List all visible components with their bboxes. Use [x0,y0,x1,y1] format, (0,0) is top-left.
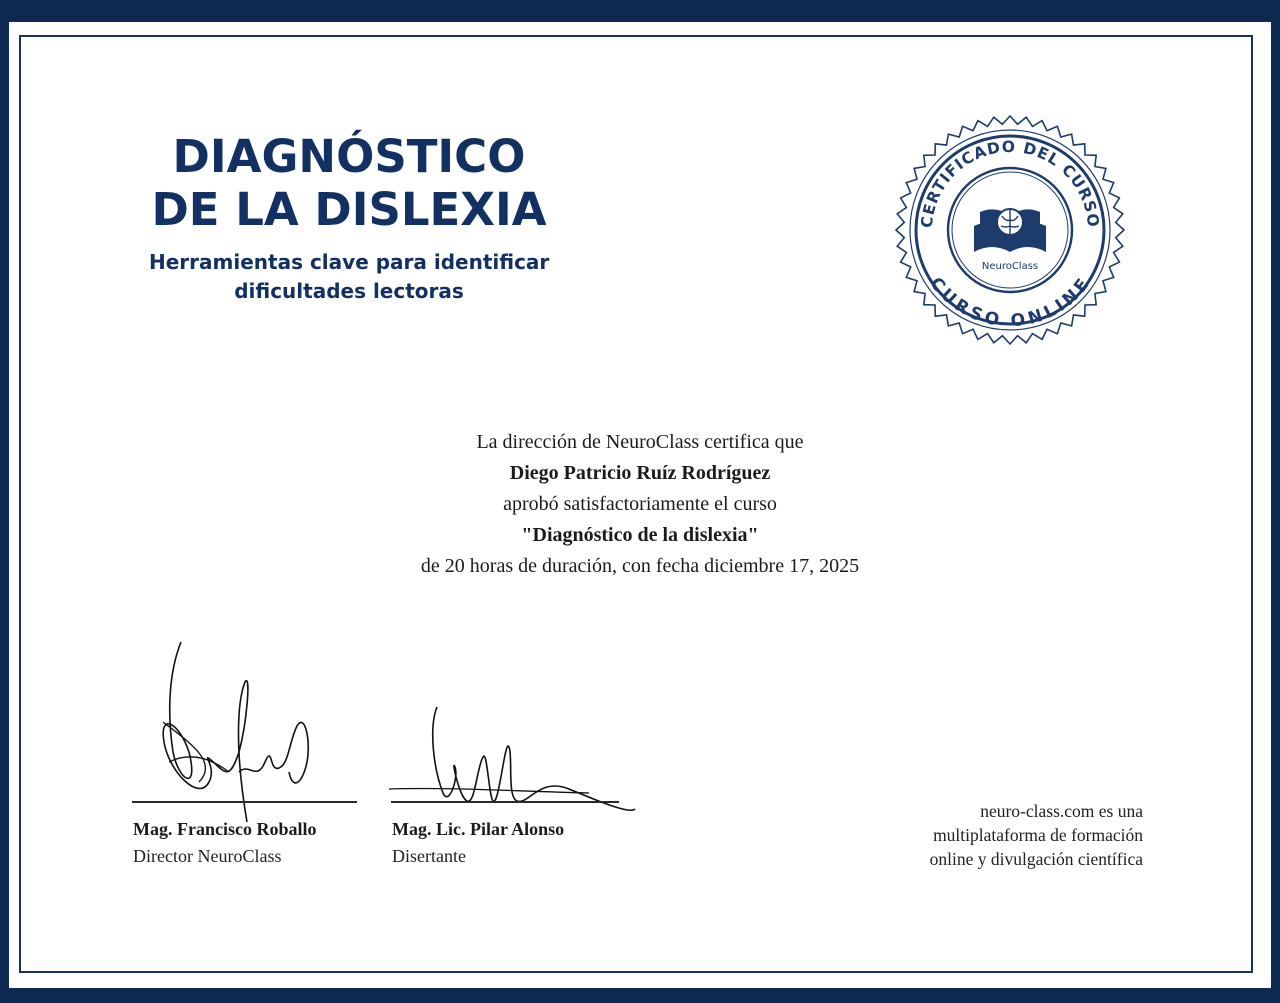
seal-bottom-text: CURSO ONLINE [925,273,1095,332]
certificate-intro: La dirección de NeuroClass certifica que [476,431,804,453]
certificate-body [9,427,1271,582]
recipient-name: Diego Patricio Ruíz Rodríguez [509,462,771,484]
platform-line-1: neuro-class.com es una [980,801,1143,821]
signer-1-name: Mag. Francisco Roballo [133,819,317,839]
signer-1-role: Director NeuroClass [133,846,282,866]
course-title-block [149,130,549,306]
signature-line-2 [391,801,619,803]
book-brain-icon [974,209,1046,252]
seal-icon [894,114,1126,346]
seal-top-text: CERTIFICADO DEL CURSO [917,137,1103,229]
signature-alonso [389,697,639,817]
certificate-seal [894,114,1126,346]
course-title-line-1: DIAGNÓSTICO [172,130,526,183]
course-subtitle-line-1: Herramientas clave para identificar [149,250,550,274]
seal-logo-text: NeuroClass [981,261,1039,272]
platform-description [859,799,1143,871]
certificate-approved-text: aprobó satisfactoriamente el curso [503,493,777,515]
course-name: "Diagnóstico de la dislexia" [521,524,759,546]
course-details: de 20 horas de duración, con fecha diciembre 17, 2025 [420,555,860,577]
course-subtitle [149,248,549,306]
signature-line-1 [132,801,357,803]
platform-line-3: online y divulgación científica [929,849,1143,869]
course-subtitle-line-2: dificultades lectoras [234,279,464,303]
course-title-line-2: DE LA DISLEXIA [151,183,547,236]
platform-line-2: multiplataforma de formación [933,825,1143,845]
handwritten-signature-2 [389,697,639,817]
signer-2-name: Mag. Lic. Pilar Alonso [392,819,565,839]
signer-2-role: Disertante [392,846,466,866]
certificate-sheet [9,22,1271,988]
